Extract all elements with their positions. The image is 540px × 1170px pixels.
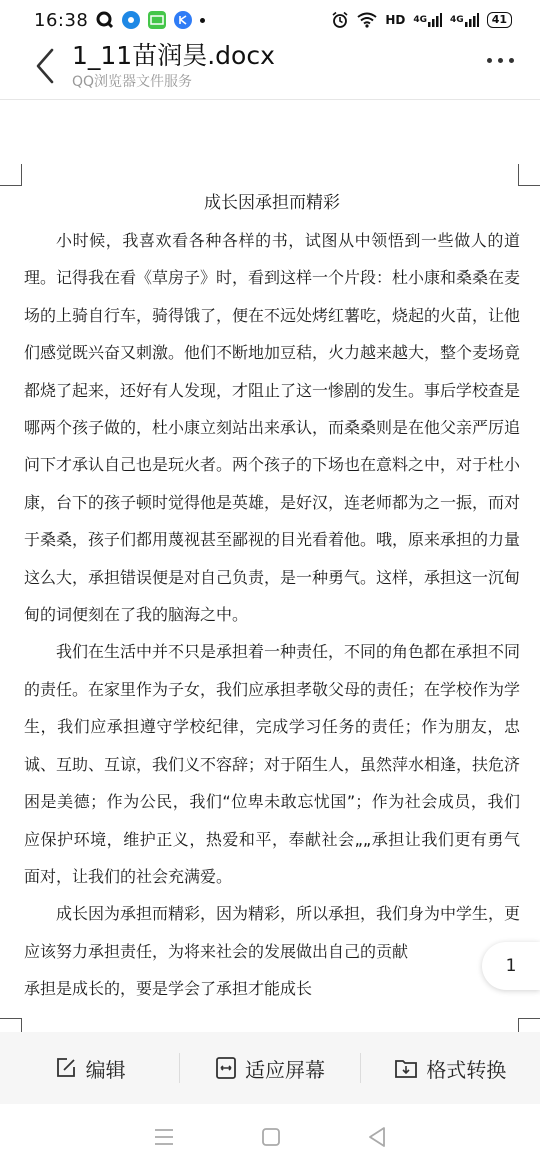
back-triangle-icon[interactable] bbox=[367, 1126, 387, 1148]
system-nav-bar bbox=[0, 1104, 540, 1170]
qq-app-icon bbox=[96, 11, 114, 29]
more-dot-icon bbox=[487, 58, 492, 63]
edit-button[interactable] bbox=[0, 1032, 179, 1104]
status-left bbox=[34, 10, 205, 31]
fit-screen-label: 适应屏幕 bbox=[244, 1057, 325, 1082]
page-number-badge[interactable]: 1 bbox=[482, 942, 540, 990]
notification-dot-icon bbox=[200, 18, 205, 23]
paragraph: 我们在生活中并不只是承担着一种责任，不同的角色都在承担不同的责任。在家里作为子女，我们应承担孝敬父母的责任；在学校作为学生，我们应承担遵守学校纪律，完成学习任务的责任；作为朋友，忠诚、互助、互谅，我们义不容辞；对于陌生人，虽然萍水相逢，扶危济困是美德；作为公民，我们“位卑未敢忘忧国”；作为社会成员，我们应保护环境，维护正义，热爱和平，奉献社会„„承担让我们更有勇气面对，让我们的社会充满爱。 bbox=[24, 642, 521, 886]
signal-1-label: 4G bbox=[413, 15, 428, 25]
home-icon[interactable] bbox=[261, 1127, 281, 1147]
document-viewer[interactable] bbox=[0, 100, 540, 1032]
page-corner-mark bbox=[518, 164, 540, 186]
edit-icon bbox=[54, 1056, 78, 1080]
app-header bbox=[0, 36, 540, 98]
k-app-icon bbox=[174, 11, 192, 29]
iqiyi-app-icon bbox=[148, 11, 166, 29]
fit-screen-icon bbox=[215, 1056, 237, 1080]
more-dot-icon bbox=[509, 58, 514, 63]
hd-label: HD bbox=[385, 13, 406, 27]
format-convert-button[interactable] bbox=[361, 1032, 540, 1104]
format-convert-icon bbox=[394, 1056, 418, 1080]
alarm-icon bbox=[331, 11, 349, 29]
paragraph: 小时候，我喜欢看各种各样的书，试图从中领悟到一些做人的道理。记得我在看《草房子》时，看到这样一个片段：杜小康和桑桑在麦场的上骑自行车，骑得饿了，便在不远处烤红薯吃，烧起的火苗，让他们感觉既兴奋又刺激。他们不断地加豆秸，火力越来越大，整个麦场竟都烧了起来，还好有人发现，才阻止了这一惨剧的发生。事后学校查是哪两个孩子做的，杜小康立刻站出来承认，而桑桑则是在他父亲严厉追问下才承认自己也是玩火者。两个孩子的下场也在意料之中，对于杜小康，台下的孩子顿时觉得他是英雄，是好汉，连老师都为之一振，而对于桑桑，孩子们都用蔑视甚至鄙视的目光看着他。哦，原来承担的力量这么大，承担错误便是对自己负责，是一种勇气。这样，承担这一沉甸甸的词便刻在了我的脑海之中。 bbox=[24, 231, 521, 625]
service-subtitle: QQ浏览器文件服务 bbox=[72, 74, 193, 90]
status-right bbox=[331, 11, 512, 29]
edit-label: 编辑 bbox=[85, 1057, 126, 1082]
signal-2-label: 4G bbox=[450, 15, 464, 25]
paragraph: 成长因为承担而精彩，因为精彩，所以承担，我们身为中学生，更应该努力承担责任，为将来社会的发展做出自己的贡献 bbox=[24, 904, 521, 961]
more-menu-button[interactable] bbox=[487, 58, 514, 63]
format-convert-label: 格式转换 bbox=[426, 1057, 507, 1082]
signal-icon-1 bbox=[413, 13, 442, 27]
page-corner-mark bbox=[518, 1018, 540, 1032]
status-time: 16:38 bbox=[34, 9, 89, 31]
page-corner-mark bbox=[0, 164, 22, 186]
fit-screen-button[interactable] bbox=[180, 1032, 359, 1104]
browser-app-icon bbox=[122, 11, 140, 29]
signal-icon-2 bbox=[450, 13, 479, 27]
wifi-icon bbox=[357, 12, 377, 28]
essay-title: 成长因承担而精彩 bbox=[204, 193, 340, 213]
back-button[interactable] bbox=[30, 46, 60, 86]
paragraph-last-line: 承担是成长的，要是学会了承担才能成长 bbox=[24, 979, 313, 999]
bottom-toolbar bbox=[0, 1032, 540, 1104]
menu-icon[interactable] bbox=[153, 1127, 175, 1147]
document-filename: 1_11苗润昊.docx bbox=[72, 41, 275, 70]
status-bar bbox=[0, 0, 540, 40]
document-body bbox=[24, 188, 520, 1008]
battery-indicator: 41 bbox=[487, 12, 512, 28]
page-corner-mark bbox=[0, 1018, 22, 1032]
more-dot-icon bbox=[498, 58, 503, 63]
back-arrow-icon bbox=[30, 46, 60, 86]
